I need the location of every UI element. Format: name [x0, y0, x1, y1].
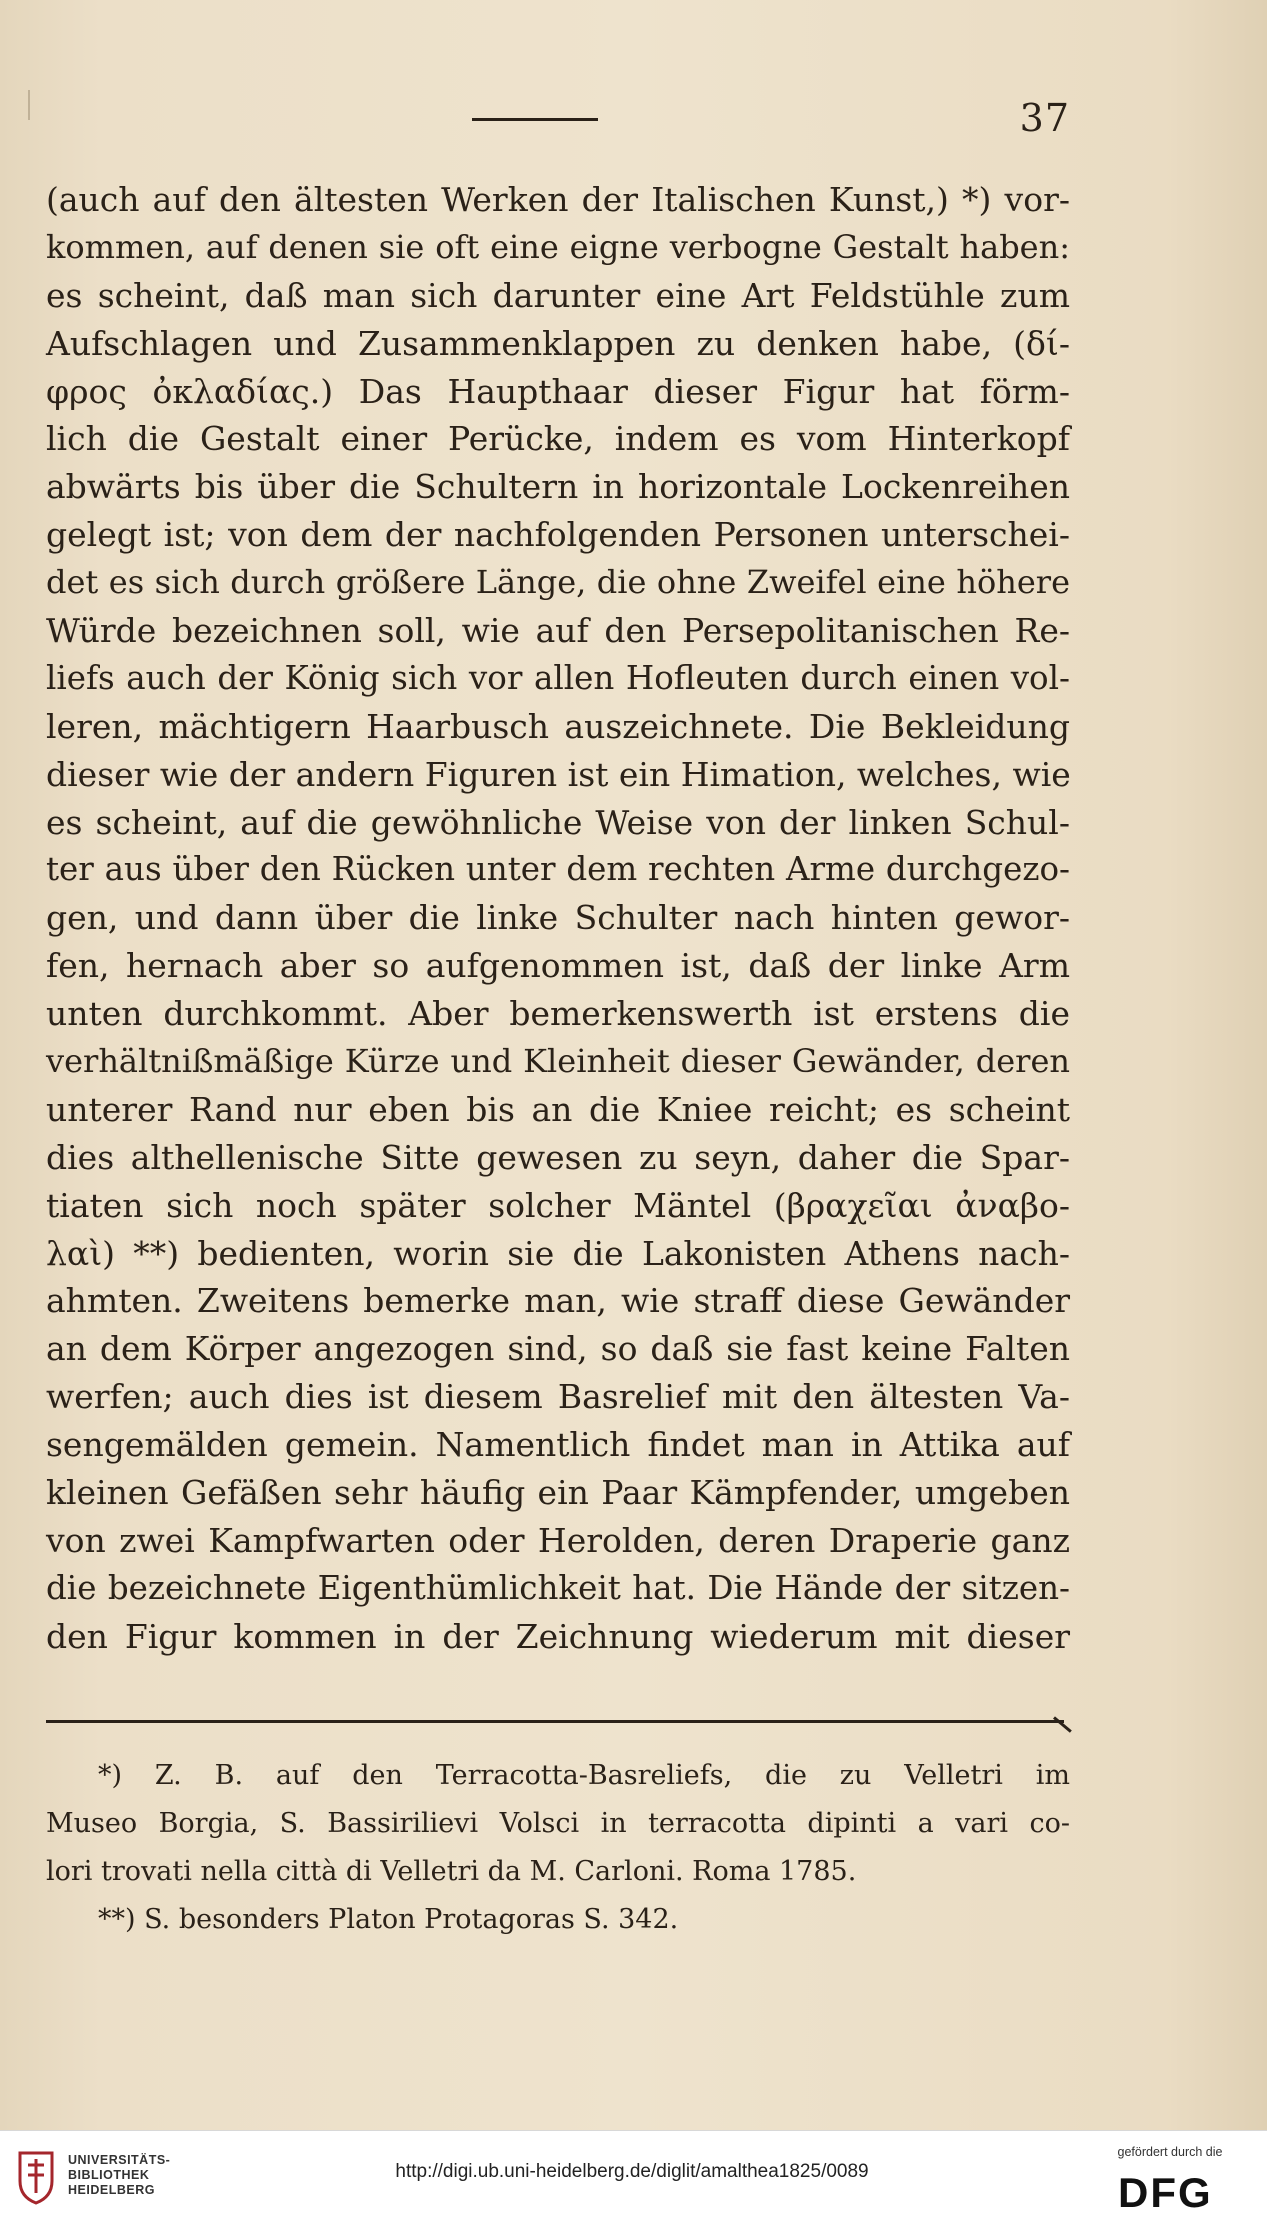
dfg-logo[interactable]: DFG — [1118, 2169, 1213, 2216]
text-line: liefs auch der König sich vor allen Hofleuten durch einen vol- — [46, 658, 1070, 697]
text-line: fen, hernach aber so aufgenommen ist, daß der linke Arm — [46, 946, 1070, 986]
text-line: φρος ὀκλαδίας.) Das Haupthaar dieser Figur hat förm- — [46, 371, 1070, 411]
text-line: unterer Rand nur eben bis an die Kniee reicht; es scheint — [46, 1089, 1070, 1129]
institution-name[interactable] — [68, 2153, 170, 2198]
footnote-line: lori trovati nella città di Velletri da M. Carloni. Roma 1785. — [46, 1856, 857, 1887]
funded-by-label: gefördert durch die — [1117, 2145, 1223, 2159]
text-line: gelegt ist; von dem der nachfolgenden Personen unterschei- — [46, 515, 1070, 555]
text-line: unten durchkommt. Aber bemerkenswerth ist erstens die — [46, 994, 1070, 1034]
institution-line: BIBLIOTHEK — [68, 2168, 150, 2182]
text-line: dies althellenische Sitte gewesen zu seyn, daher die Spar- — [46, 1137, 1070, 1177]
text-line: leren, mächtigern Haarbusch auszeichnete. Die Bekleidung — [46, 706, 1070, 746]
text-line: sengemälden gemein. Namentlich findet man in Attika auf — [46, 1425, 1070, 1465]
text-line: verhältnißmäßige Kürze und Kleinheit dieser Gewänder, deren — [46, 1042, 1070, 1081]
text-line: kommen, auf denen sie oft eine eigne verbogne Gestalt haben: — [46, 227, 1070, 266]
footnote-line: **) S. besonders Platon Protagoras S. 342. — [98, 1904, 679, 1935]
text-line: ter aus über den Rücken unter dem rechten Arme durchgezo- — [46, 850, 1070, 889]
footnote-line: Museo Borgia, S. Bassirilievi Volsci in terracotta dipinti a vari co- — [46, 1808, 1070, 1839]
university-seal-icon[interactable] — [14, 2147, 58, 2207]
source-url-link[interactable]: http://digi.ub.uni-heidelberg.de/diglit/amalthea1825/0089 — [395, 2161, 869, 2182]
text-line: den Figur kommen in der Zeichnung wiederum mit dieser — [46, 1616, 1070, 1656]
text-line: gen, und dann über die linke Schulter nach hinten gewor- — [46, 898, 1070, 938]
footnote-rule-tick — [1053, 1716, 1072, 1732]
text-line: Aufschlagen und Zusammenklappen zu denken habe, (δί- — [46, 323, 1070, 363]
text-line: (auch auf den ältesten Werken der Italischen Kunst,) *) vor- — [46, 180, 1070, 219]
text-line: dieser wie der andern Figuren ist ein Himation, welches, wie — [46, 754, 1071, 794]
page-number: 37 — [1019, 96, 1070, 140]
text-line: es scheint, daß man sich darunter eine Art Feldstühle zum — [46, 275, 1070, 315]
margin-mark — [28, 90, 30, 120]
body-text — [46, 176, 1070, 1661]
footnote-line: *) Z. B. auf den Terracotta-Basreliefs, die zu Velletri im — [98, 1760, 1070, 1791]
text-line: an dem Körper angezogen sind, so daß sie fast keine Falten — [46, 1329, 1070, 1369]
text-line: tiaten sich noch später solcher Mäntel (βραχεῖαι ἀναβο- — [46, 1185, 1070, 1225]
text-line: Würde bezeichnen soll, wie auf den Persepolitanischen Re- — [46, 611, 1070, 651]
text-line: kleinen Gefäßen sehr häufig ein Paar Kämpfender, umgeben — [46, 1473, 1070, 1513]
text-line: abwärts bis über die Schultern in horizontale Lockenreihen — [46, 467, 1070, 507]
text-line: lich die Gestalt einer Perücke, indem es vom Hinterkopf — [46, 419, 1070, 459]
footnotes — [46, 1752, 1070, 1944]
text-line: werfen; auch dies ist diesem Basrelief mit den ältesten Va- — [46, 1377, 1070, 1417]
text-line: es scheint, auf die gewöhnliche Weise von der linken Schul- — [46, 802, 1070, 842]
text-line: λαὶ) **) bedienten, worin sie die Lakonisten Athens nach- — [46, 1233, 1070, 1273]
text-line: ahmten. Zweitens bemerke man, wie straff diese Gewänder — [46, 1281, 1070, 1321]
institution-line: UNIVERSITÄTS- — [68, 2153, 171, 2167]
header-rule — [472, 118, 598, 121]
text-line: die bezeichnete Eigenthümlichkeit hat. Die Hände der sitzen- — [46, 1568, 1070, 1607]
institution-line: HEIDELBERG — [68, 2183, 155, 2197]
text-line: det es sich durch größere Länge, die ohne Zweifel eine höhere — [46, 563, 1070, 602]
viewer-footer — [0, 2130, 1267, 2223]
footnote-rule — [46, 1720, 1064, 1723]
text-line: von zwei Kampfwarten oder Herolden, deren Draperie ganz — [46, 1520, 1070, 1560]
